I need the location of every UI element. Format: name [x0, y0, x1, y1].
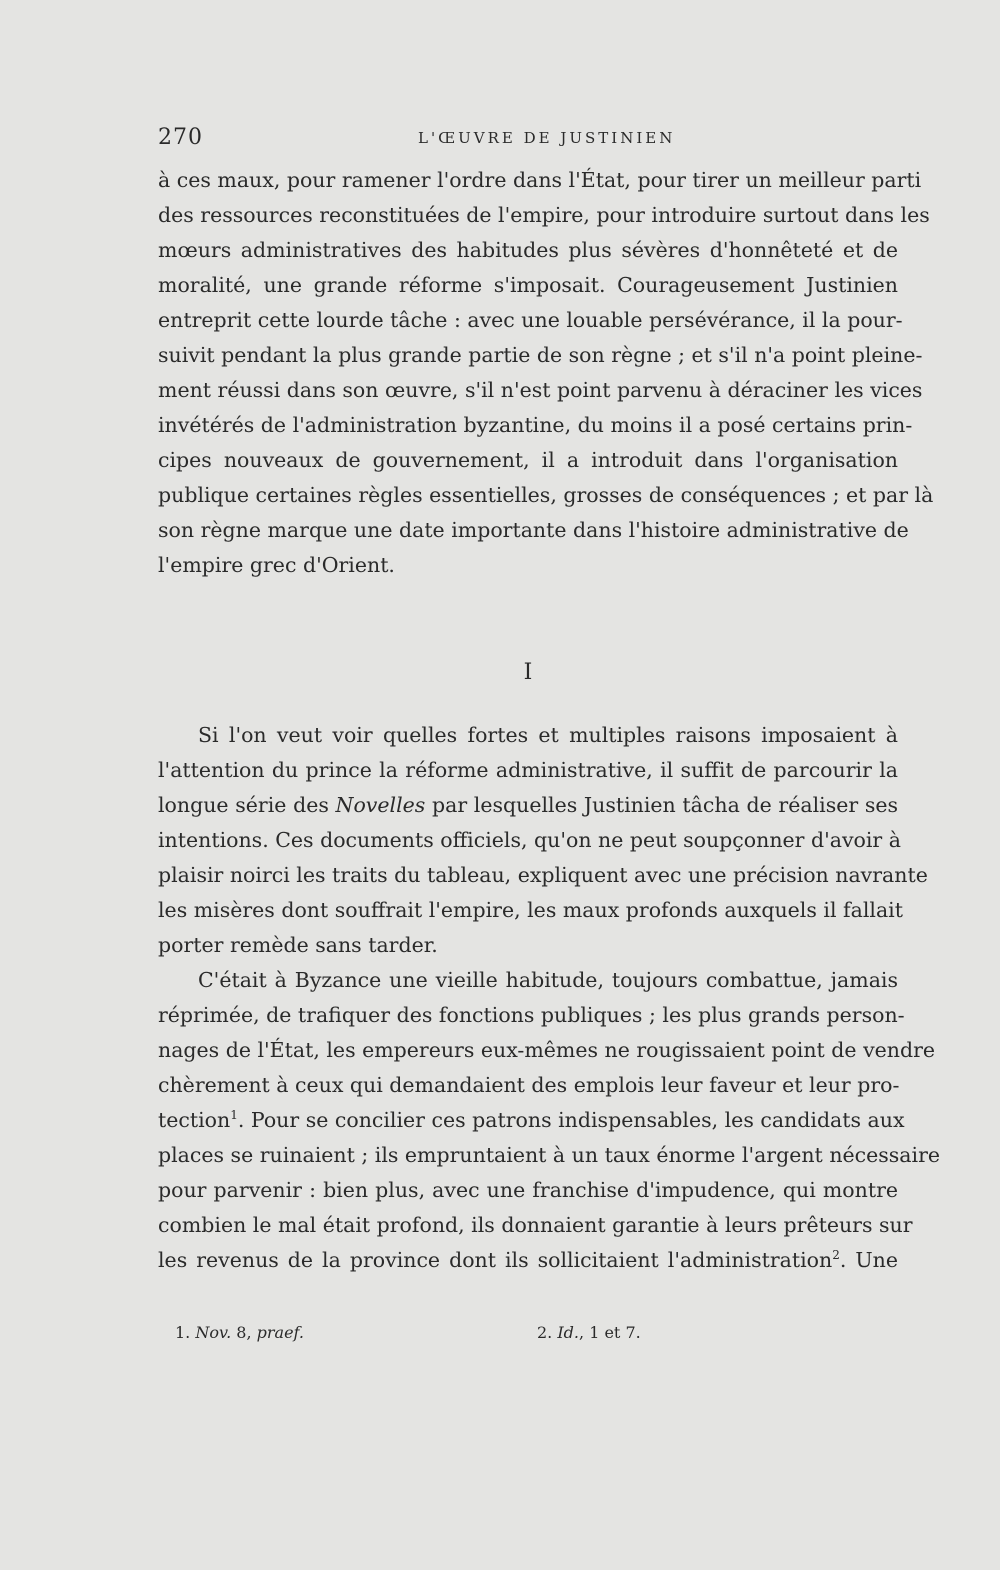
text-line: mœurs administratives des habitudes plus sévères d'honnêteté et de	[158, 238, 898, 262]
text-line: l'empire grec d'Orient.	[158, 553, 395, 577]
text-line: chèrement à ceux qui demandaient des emplois leur faveur et leur pro-	[158, 1073, 900, 1097]
footnote-1	[175, 1323, 304, 1342]
text-line: places se ruinaient ; ils empruntaient à un taux énorme l'argent nécessaire	[158, 1143, 941, 1167]
text-fragment: les revenus de la province dont ils sollicitaient l'administration	[158, 1248, 833, 1272]
text-line: cipes nouveaux de gouvernement, il a introduit dans l'organisation	[158, 448, 898, 472]
footnote-2	[537, 1323, 641, 1342]
text-line: suivit pendant la plus grande partie de son règne ; et s'il n'a point pleine-	[158, 343, 923, 367]
text-line: réprimée, de trafiquer des fonctions publiques ; les plus grands person-	[158, 1003, 905, 1027]
footnote-number: 2.	[537, 1323, 558, 1342]
text-line: C'était à Byzance une vieille habitude, toujours combattue, jamais	[198, 968, 898, 992]
footnote-marker: 1	[230, 1108, 238, 1123]
text-line: des ressources reconstituées de l'empire, pour introduire surtout dans les	[158, 203, 930, 227]
text-line: intentions. Ces documents officiels, qu'on ne peut soupçonner d'avoir à	[158, 828, 901, 852]
text-line: entreprit cette lourde tâche : avec une louable persévérance, il la pour-	[158, 308, 903, 332]
text-line: porter remède sans tarder.	[158, 933, 438, 957]
footnote-italic: praef.	[256, 1323, 304, 1342]
footnote-text: 8,	[231, 1323, 257, 1342]
text-line: à ces maux, pour ramener l'ordre dans l'État, pour tirer un meilleur parti	[158, 168, 922, 192]
footnote-text: , 1 et 7.	[579, 1323, 641, 1342]
text-line: invétérés de l'administration byzantine, du moins il a posé certains prin-	[158, 413, 913, 437]
running-title: L'ŒUVRE DE JUSTINIEN	[418, 129, 676, 147]
text-line: les misères dont souffrait l'empire, les maux profonds auxquels il fallait	[158, 898, 903, 922]
italic-title: Novelles	[335, 793, 426, 817]
text-fragment: par lesquelles Justinien tâcha de réaliser ses	[425, 793, 898, 817]
text-line: nages de l'État, les empereurs eux-mêmes ne rougissaient point de vendre	[158, 1038, 936, 1062]
text-line	[158, 788, 898, 823]
text-line: pour parvenir : bien plus, avec une franchise d'impudence, qui montre	[158, 1178, 898, 1202]
paragraph-1	[158, 163, 934, 583]
text-line	[158, 1243, 898, 1278]
footnote-italic: Nov.	[195, 1323, 232, 1342]
text-fragment: . Pour se concilier ces patrons indispensables, les candidats aux	[237, 1108, 905, 1132]
text-line	[158, 1103, 905, 1138]
section-heading: I	[523, 660, 533, 685]
page-number: 270	[158, 125, 203, 150]
text-line: publique certaines règles essentielles, grosses de conséquences ; et par là	[158, 483, 934, 507]
text-line: l'attention du prince la réforme administrative, il suffit de parcourir la	[158, 758, 898, 782]
paragraph-2	[158, 718, 941, 1278]
text-line: moralité, une grande réforme s'imposait. Courageusement Justinien	[158, 273, 898, 297]
text-line: combien le mal était profond, ils donnaient garantie à leurs prêteurs sur	[158, 1213, 913, 1237]
text-line: Si l'on veut voir quelles fortes et multiples raisons imposaient à	[198, 723, 898, 747]
text-line: ment réussi dans son œuvre, s'il n'est point parvenu à déraciner les vices	[158, 378, 923, 402]
footnote-number: 1.	[175, 1323, 196, 1342]
text-fragment: . Une	[839, 1248, 898, 1272]
text-line: son règne marque une date importante dans l'histoire administrative de	[158, 518, 909, 542]
text-line: plaisir noirci les traits du tableau, expliquent avec une précision navrante	[158, 863, 928, 887]
text-fragment: tection	[158, 1108, 231, 1132]
page-header	[158, 125, 898, 155]
footnote-marker: 2	[832, 1248, 840, 1263]
footnote-italic: Id.	[557, 1323, 580, 1342]
text-fragment: longue série des	[158, 793, 336, 817]
